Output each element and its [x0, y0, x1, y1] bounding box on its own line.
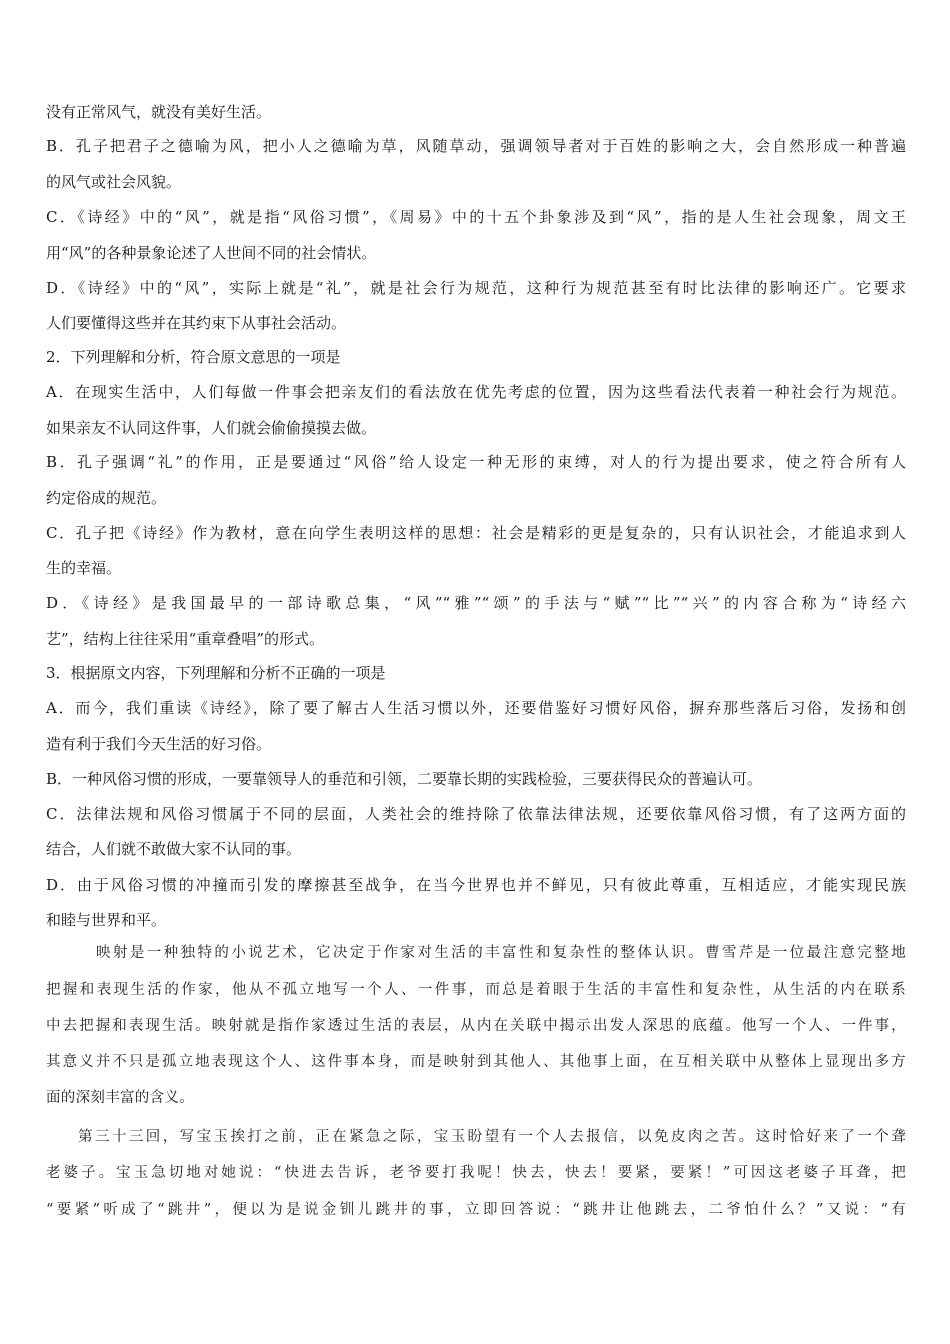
option-b-line: B．孔子把君子之德喻为风，把小人之德喻为草，风随草动，强调领导者对于百姓的影响之大，会自然形成一种普遍 — [46, 137, 906, 155]
text-line: 造有利于我们今天生活的好习俗。 — [46, 735, 272, 753]
passage-line: 中去把握和表现生活。映射就是指作家透过生活的表层，从内在关联中揭示出发人深思的底蕴。他写一个人、一件事， — [46, 1018, 906, 1034]
text-line: 约定俗成的规范。 — [46, 489, 167, 507]
text-line: 的风气或社会风貌。 — [46, 173, 182, 191]
option-b-line: B．一种风俗习惯的形成，一要靠领导人的垂范和引领，二要靠长期的实践检验，三要获得民众的普遍认可。 — [46, 770, 763, 788]
option-a-line: A．而今，我们重读《诗经》，除了要了解古人生活习惯以外，还要借鉴好习惯好风俗，摒弃那些落后习俗，发扬和创 — [46, 699, 906, 717]
text-line: 生的幸福。 — [46, 559, 122, 577]
option-b-line: B．孔子强调“礼”的作用，正是要通过“风俗”给人设定一种无形的束缚，对人的行为提出要求，使之符合所有人 — [46, 453, 906, 471]
option-a-line: A．在现实生活中，人们每做一件事会把亲友们的看法放在优先考虑的位置，因为这些看法代表着一种社会行为规范。 — [46, 383, 906, 401]
passage-line: 其意义并不只是孤立地表现这个人、这件事本身，而是映射到其他人、其他事上面，在互相关联中从整体上显现出多方 — [46, 1054, 906, 1070]
option-c-line: C．孔子把《诗经》作为教材，意在向学生表明这样的思想：社会是精彩的更是复杂的，只有认识社会，才能追求到人 — [46, 524, 906, 542]
text-line: 如果亲友不认同这件事，人们就会偷偷摸摸去做。 — [46, 419, 377, 437]
text-line: 和睦与世界和平。 — [46, 911, 167, 929]
question-2-heading: 2．下列理解和分析，符合原文意思的一项是 — [46, 348, 341, 366]
passage-line: 面的深刻丰富的含义。 — [46, 1090, 194, 1106]
passage-paragraph-start: 第三十三回，写宝玉挨打之前，正在紧急之际，宝玉盼望有一个人去报信，以免皮肉之苦。这时恰好来了一个聋 — [78, 1129, 906, 1145]
passage-line: 把握和表现生活的作家，他从不孤立地写一个人、一件事，而总是着眼于生活的丰富性和复杂性，从生活的内在联系 — [46, 982, 906, 998]
question-3-heading: 3．根据原文内容，下列理解和分析不正确的一项是 — [46, 664, 386, 682]
text-line: 用“风”的各种景象论述了人世间不同的社会情状。 — [46, 244, 377, 262]
option-d-line: D．由于风俗习惯的冲撞而引发的摩擦甚至战争，在当今世界也并不鲜见，只有彼此尊重，互相适应，才能实现民族 — [46, 876, 906, 894]
text-line: 人们要懂得这些并在其约束下从事社会活动。 — [46, 314, 347, 332]
text-line: 没有正常风气，就没有美好生活。 — [46, 103, 272, 121]
option-d-line: D．《诗经》中的“风”，实际上就是“礼”，就是社会行为规范，这种行为规范甚至有时比法律的影响还广。它要求 — [46, 279, 906, 297]
text-line: 结合，人们就不敢做大家不认同的事。 — [46, 840, 302, 858]
passage-line: 老婆子。宝玉急切地对她说：“快进去告诉，老爷要打我呢！快去，快去！要紧，要紧！”可因这老婆子耳聋，把 — [46, 1165, 906, 1181]
option-c-line: C．法律法规和风俗习惯属于不同的层面，人类社会的维持除了依靠法律法规，还要依靠风俗习惯，有了这两方面的 — [46, 805, 906, 823]
passage-paragraph-start: 映射是一种独特的小说艺术，它决定于作家对生活的丰富性和复杂性的整体认识。曹雪芹是一位最注意完整地 — [96, 945, 906, 961]
text-line: 艺”，结构上往往采用“重章叠唱”的形式。 — [46, 630, 325, 648]
option-c-line: C．《诗经》中的“风”，就是指“风俗习惯”，《周易》中的十五个卦象涉及到“风”，指的是人生社会现象，周文王 — [46, 208, 906, 226]
option-d-line: D．《诗经》是我国最早的一部诗歌总集，“风”“雅”“颂”的手法与“赋”“比”“兴”的内容合称为“诗经六 — [46, 594, 906, 612]
passage-line: “要紧”听成了“跳井”，便以为是说金钏儿跳井的事，立即回答说：“跳井让他跳去，二爷怕什么？”又说：“有 — [46, 1202, 906, 1218]
